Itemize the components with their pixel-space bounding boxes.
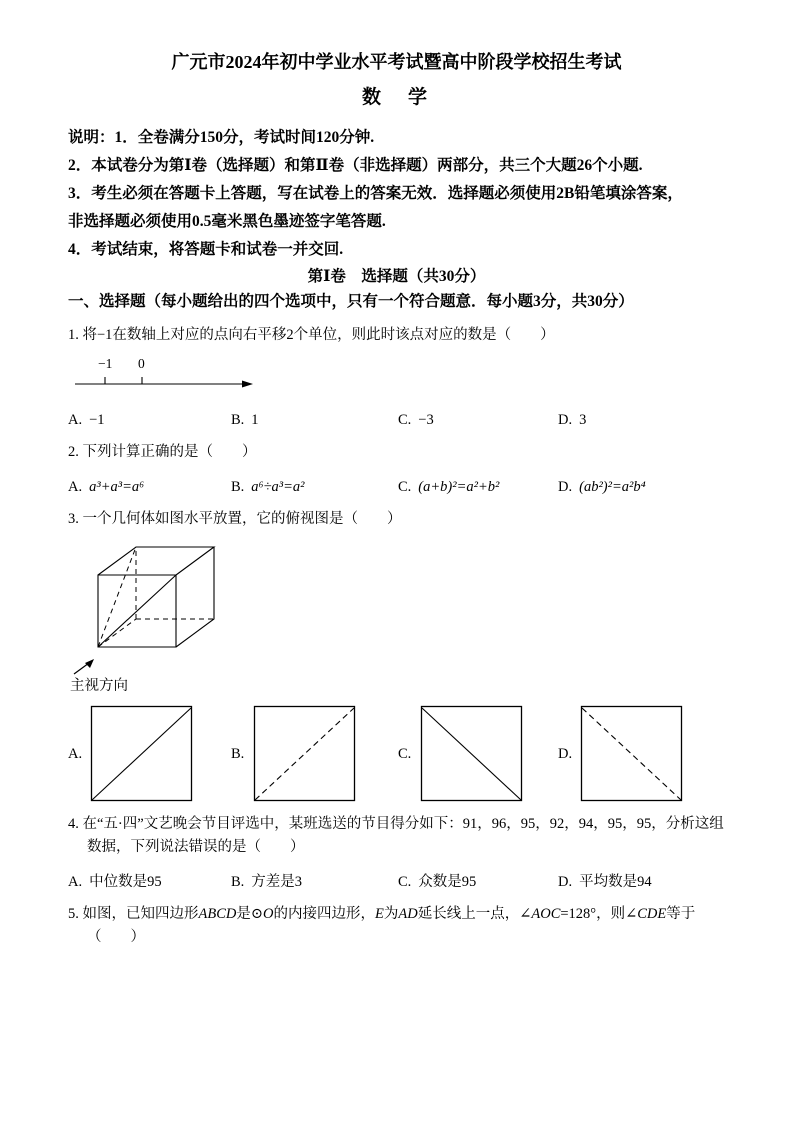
q2-option-d-formula: (ab²)²=a²b⁴ [579, 479, 646, 495]
instruction-line-3: 3．考生必须在答题卡上答题，写在试卷上的答案无效．选择题必须使用2B铅笔填涂答案， [68, 185, 683, 202]
q4-option-c: C. 众数是95 [398, 874, 477, 890]
q3-solid-figure [68, 535, 725, 695]
q1-option-c-value: −3 [418, 412, 434, 428]
q3-options [68, 705, 725, 803]
q2-option-b: B. a⁶÷a³=a² [231, 479, 305, 495]
q1-option-d-value: 3 [579, 412, 587, 428]
q1-option-c: C. −3 [398, 412, 434, 428]
q2-option-c-formula: (a+b)²=a²+b² [418, 479, 500, 495]
q3-option-c: C. [398, 705, 558, 803]
exam-title: 广元市2024年初中学业水平考试暨高中阶段学校招生考试 [171, 52, 622, 72]
q4-options [68, 871, 725, 893]
square-solid-diagonal-bl-tr-icon [90, 705, 194, 803]
instruction-line-1: 说明：1．全卷满分150分，考试时间120分钟. [68, 129, 375, 146]
q4-option-d: D. 平均数是94 [558, 874, 652, 890]
q5-run-2: 是⊙ [236, 906, 264, 922]
instructions-block [68, 124, 725, 264]
q5-run-6: =128°，则∠ [560, 906, 638, 922]
q1-text: 1. 将−1在数轴上对应的点向右平移2个单位，则此时该点对应的数是（ ） [68, 327, 555, 343]
q5-var-ad: AD [398, 906, 418, 922]
q5-run-7: 等于（ ） [87, 906, 696, 945]
numberline-label-minus1: −1 [98, 356, 113, 371]
q5-var-aoc: AOC [531, 906, 561, 922]
q4-option-b-value: 方差是3 [251, 874, 303, 890]
square-dashed-diagonal-tl-br-icon [580, 705, 684, 803]
section1-title: 第Ⅰ卷 选择题（共30分） [307, 268, 486, 285]
q2-options [68, 476, 725, 498]
q2-option-b-formula: a⁶÷a³=a² [251, 479, 305, 495]
view-direction-arrow-icon [70, 657, 100, 677]
prism-figure [68, 535, 253, 657]
q1-option-b: B. 1 [231, 412, 259, 428]
q5-var-abcd: ABCD [198, 906, 237, 922]
q4-text: 4. 在“五·四”文艺晚会节目评选中，某班选送的节目得分如下：91，96，95，92，94，95，95，分析这组数据，下列说法错误的是（ ） [68, 816, 724, 855]
q1-options [68, 409, 725, 431]
instruction-line-4: 4．考试结束，将答题卡和试卷一并交回. [68, 241, 344, 258]
view-direction-label: 主视方向 [70, 678, 128, 694]
q4-option-c-value: 众数是95 [418, 874, 477, 890]
q5-run-1: 5. 如图，已知四边形 [68, 906, 199, 922]
q2-text: 2. 下列计算正确的是（ ） [68, 444, 257, 460]
q1-option-a-value: −1 [89, 412, 105, 428]
instruction-line-2: 2．本试卷分为第Ⅰ卷（选择题）和第Ⅱ卷（非选择题）两部分，共三个大题26个小题. [68, 157, 643, 174]
q5-var-o: O [263, 906, 274, 922]
q3-option-a: A. [68, 705, 231, 803]
q1-option-a: A. −1 [68, 412, 105, 428]
q5-run-3: 的内接四边形， [273, 906, 375, 922]
q5-text [68, 903, 725, 949]
view-direction [70, 657, 725, 695]
q2-option-d: D. (ab²)²=a²b⁴ [558, 479, 646, 495]
q1-option-d: D. 3 [558, 412, 587, 428]
q4-option-a-value: 中位数是95 [89, 874, 162, 890]
q5-run-5: 延长线上一点，∠ [417, 906, 532, 922]
square-dashed-diagonal-bl-tr-icon [253, 705, 357, 803]
q4-option-d-value: 平均数是94 [579, 874, 652, 890]
numberline-label-zero: 0 [138, 356, 145, 371]
q3-text: 3. 一个几何体如图水平放置，它的俯视图是（ ） [68, 511, 402, 527]
q5-var-e: E [375, 906, 384, 922]
q4-option-b: B. 方差是3 [231, 874, 303, 890]
square-solid-diagonal-tl-br-icon [420, 705, 524, 803]
subject-title: 数 学 [361, 87, 431, 108]
q5-run-4: 为 [383, 906, 399, 922]
q5-var-cde: CDE [637, 906, 667, 922]
instruction-line-3-cont: 非选择题必须使用0.5毫米黑色墨迹签字笔答题. [68, 213, 386, 230]
q2-option-a: A. a³+a³=a⁶ [68, 479, 145, 495]
q4-option-a: A. 中位数是95 [68, 874, 162, 890]
q3-option-d: D. [558, 705, 725, 803]
q3-option-b: B. [231, 705, 398, 803]
section1-intro: 一、选择题（每小题给出的四个选项中，只有一个符合题意．每小题3分，共30分） [68, 293, 634, 310]
q1-option-b-value: 1 [251, 412, 259, 428]
q2-option-a-formula: a³+a³=a⁶ [89, 479, 145, 495]
q2-option-c: C. (a+b)²=a²+b² [398, 479, 500, 495]
number-line-figure [72, 353, 262, 397]
